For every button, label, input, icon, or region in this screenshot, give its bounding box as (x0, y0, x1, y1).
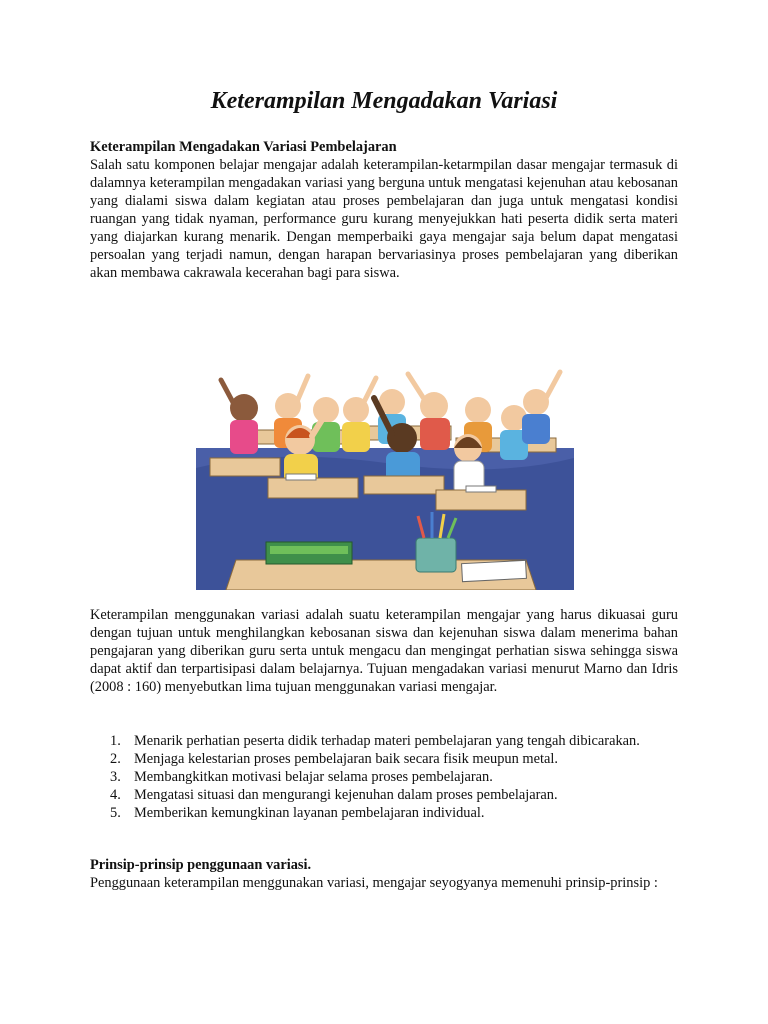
section-heading: Keterampilan Mengadakan Variasi Pembelajaran (90, 139, 397, 155)
page-title: Keterampilan Mengadakan Variasi (210, 88, 558, 114)
list-number: 1. (110, 733, 121, 749)
list-item (110, 786, 680, 804)
list-item (110, 768, 680, 786)
goals-list (110, 732, 680, 822)
list-text: Menarik perhatian peserta didik terhadap materi pembelajaran yang tengah dibicarakan. (134, 733, 640, 749)
list-number: 3. (110, 769, 121, 785)
classroom-illustration-svg (196, 298, 574, 590)
list-number: 4. (110, 787, 121, 803)
intro-paragraph: Salah satu komponen belajar mengajar adalah keterampilan-ketarmpilan dasar mengajar termasuk di dalamnya keterampilan mengadakan variasi yang berguna untuk mengatasi kejenuhan atau kebosanan yang dialami siswa dalam kegiatan atau proses pembelajaran dan juga untuk mengatasi kondisi ruangan yang tidak nyaman, performance guru kurang menyejukkan hati peserta didik serta materi yang diajarkan kurang menarik. Dengan memperbaiki gaya mengajar saja belum dapat mengatasi persoalan yang terjadi namun, dengan harapan bervariasinya proses pembelajaran yang diberikan akan membawa cakrawala kecerahan bagi para siswa. (90, 157, 678, 281)
list-item (110, 804, 680, 822)
explanation-paragraph: Keterampilan menggunakan variasi adalah suatu keterampilan mengajar yang harus dikuasai guru dengan tujuan untuk menghilangkan kebosanan siswa dan kejenuhan siswa dalam menerima bahan pengajaran yang diberikan guru serta untuk mengacu dan mengingat perhatian siswa sehingga siswa dapat aktif dan terpartisipasi dalam belajarnya. Tujuan mengadakan variasi menurut Marno dan Idris (2008 : 160) menyebutkan lima tujuan menggunakan variasi mengajar. (90, 607, 678, 695)
section-heading: Prinsip-prinsip penggunaan variasi. (90, 857, 312, 873)
list-text: Membangkitkan motivasi belajar selama proses pembelajaran. (134, 769, 493, 785)
section-principles (90, 856, 678, 892)
list-text: Menjaga kelestarian proses pembelajaran baik secara fisik meupun metal. (134, 751, 558, 767)
list-number: 5. (110, 805, 121, 821)
section-intro (90, 138, 678, 282)
list-item (110, 750, 680, 768)
list-text: Mengatasi situasi dan mengurangi kejenuhan dalam proses pembelajaran. (134, 787, 558, 803)
list-text: Memberikan kemungkinan layanan pembelajaran individual. (134, 805, 485, 821)
classroom-illustration-icon (196, 298, 574, 590)
section-explanation (90, 606, 678, 696)
list-item (110, 732, 680, 750)
list-number: 2. (110, 751, 121, 767)
principles-paragraph: Penggunaan keterampilan menggunakan variasi, mengajar seyogyanya memenuhi prinsip-prinsip : (90, 875, 658, 891)
